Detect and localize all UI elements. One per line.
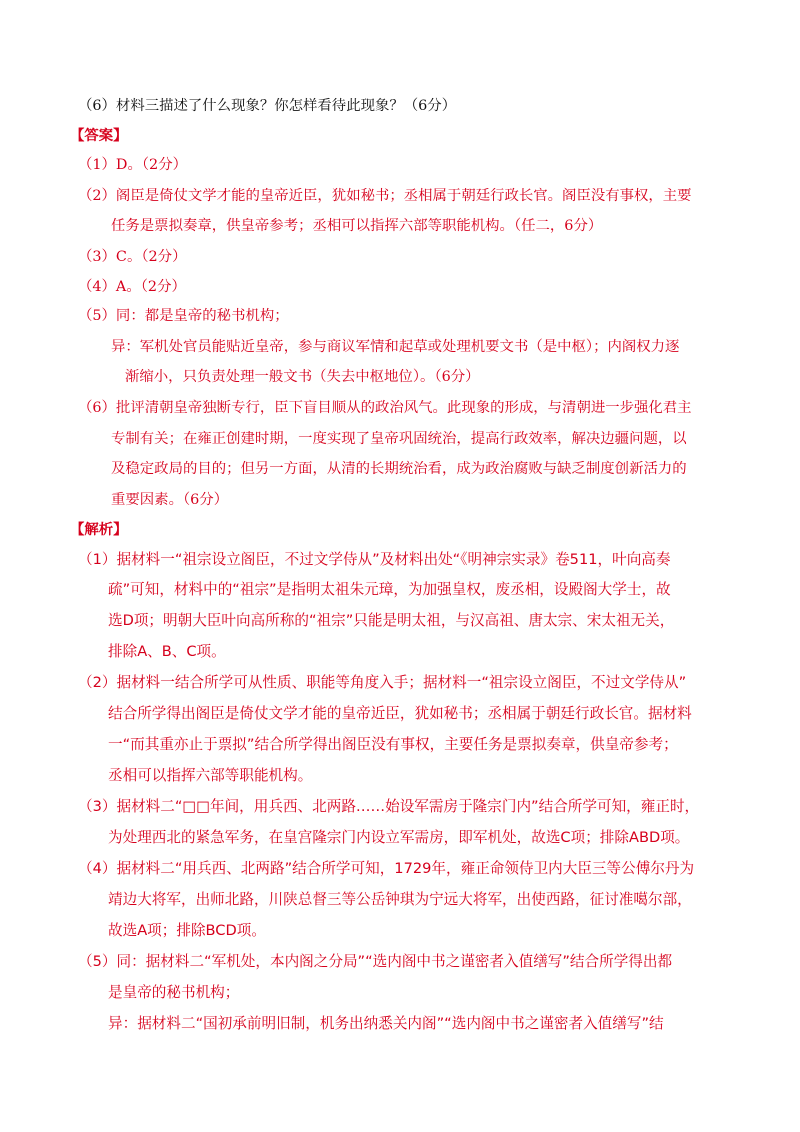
answer-line: 渐缩小，只负责处理一般文书（失去中枢地位）。（6分） [125,369,480,385]
analysis-line: 异：据材料二“国初承前明旧制，机务出纳悉关内阁”“选内阁中书之谨密者入值缮写”结 [108,1015,664,1032]
question-6: （6）材料三描述了什么现象？你怎样看待此现象？（6分） [78,98,457,114]
answer-line: （3）C。（2分） [78,249,187,265]
answer-line: （1）D。（2分） [78,157,187,173]
answer-line: （2）阁臣是倚仗文学才能的皇帝近臣，犹如秘书；丞相属于朝廷行政长官。阁臣没有事权，主要 [78,188,692,204]
answer-line: （4）A。（2分） [78,279,186,295]
analysis-line: （3）据材料二“□□年间，用兵西、北两路……始设军需房于隆宗门内”结合所学可知，雍正时， [78,798,700,815]
answer-heading: 【答案】 [70,127,128,144]
analysis-line: 一“而其重亦止于票拟”结合所学得出阁臣没有事权，主要任务是票拟奏章，供皇帝参考； [108,736,678,753]
analysis-line: 结合所学得出阁臣是倚仗文学才能的皇帝近臣，犹如秘书；丞相属于朝廷行政长官。据材料 [108,705,692,722]
analysis-line: 排除A、B、C项。 [108,643,226,660]
answer-line: 专制有关；在雍正创建时期，一度实现了皇帝巩固统治，提高行政效率，解决边疆问题，以 [111,431,687,447]
analysis-line: 为处理西北的紧急军务，在皇宫隆宗门内设立军需房，即军机处，故选C项；排除ABD项。 [108,829,690,846]
analysis-heading: 【解析】 [70,521,128,538]
analysis-line: 故选A项；排除BCD项。 [108,922,266,939]
analysis-line: （1）据材料一“祖宗设立阁臣，不过文学侍从”及材料出处“《明神宗实录》卷511，叶向高奏 [78,551,671,568]
analysis-line: 是皇帝的秘书机构； [108,984,240,1001]
analysis-line: 靖边大将军，出师北路，川陕总督三等公岳钟琪为宁远大将军，出使西路，征讨准噶尔部， [108,891,692,908]
answer-line: 任务是票拟奏章，供皇帝参考；丞相可以指挥六部等职能机构。（任二，6分） [111,218,603,234]
answer-line: 及稳定政局的目的；但另一方面，从清的长期统治看，成为政治腐败与缺乏制度创新活力的 [111,461,687,477]
analysis-line: （2）据材料一结合所学可从性质、职能等角度入手；据材料一“祖宗设立阁臣，不过文学侍从” [78,674,687,691]
analysis-line: 丞相可以指挥六部等职能机构。 [108,767,313,784]
answer-line: 重要因素。（6分） [111,492,229,508]
analysis-line: 疏”可知，材料中的“祖宗”是指明太祖朱元璋，为加强皇权，废丞相，设殿阁大学士，故 [108,581,671,598]
analysis-line: 选D项；明朝大臣叶向高所称的“祖宗”只能是明太祖，与汉高祖、唐太宗、宋太祖无关， [108,612,675,629]
answer-line: 异：军机处官员能贴近皇帝，参与商议军情和起草或处理机要文书（是中枢）；内阁权力逐 [111,339,680,355]
analysis-line: （4）据材料二“用兵西、北两路”结合所学可知，1729年，雍正命领侍卫内大臣三等公傅尔丹为 [78,860,695,877]
answer-line: （5）同：都是皇帝的秘书机构； [78,308,289,324]
answer-line: （6）批评清朝皇帝独断专行，臣下盲目顺从的政治风气。此现象的形成，与清朝进一步强化君主 [78,400,692,416]
analysis-line: （5）同：据材料二“军机处，本内阁之分局”“选内阁中书之谨密者入值缮写”结合所学得出都 [78,953,673,970]
